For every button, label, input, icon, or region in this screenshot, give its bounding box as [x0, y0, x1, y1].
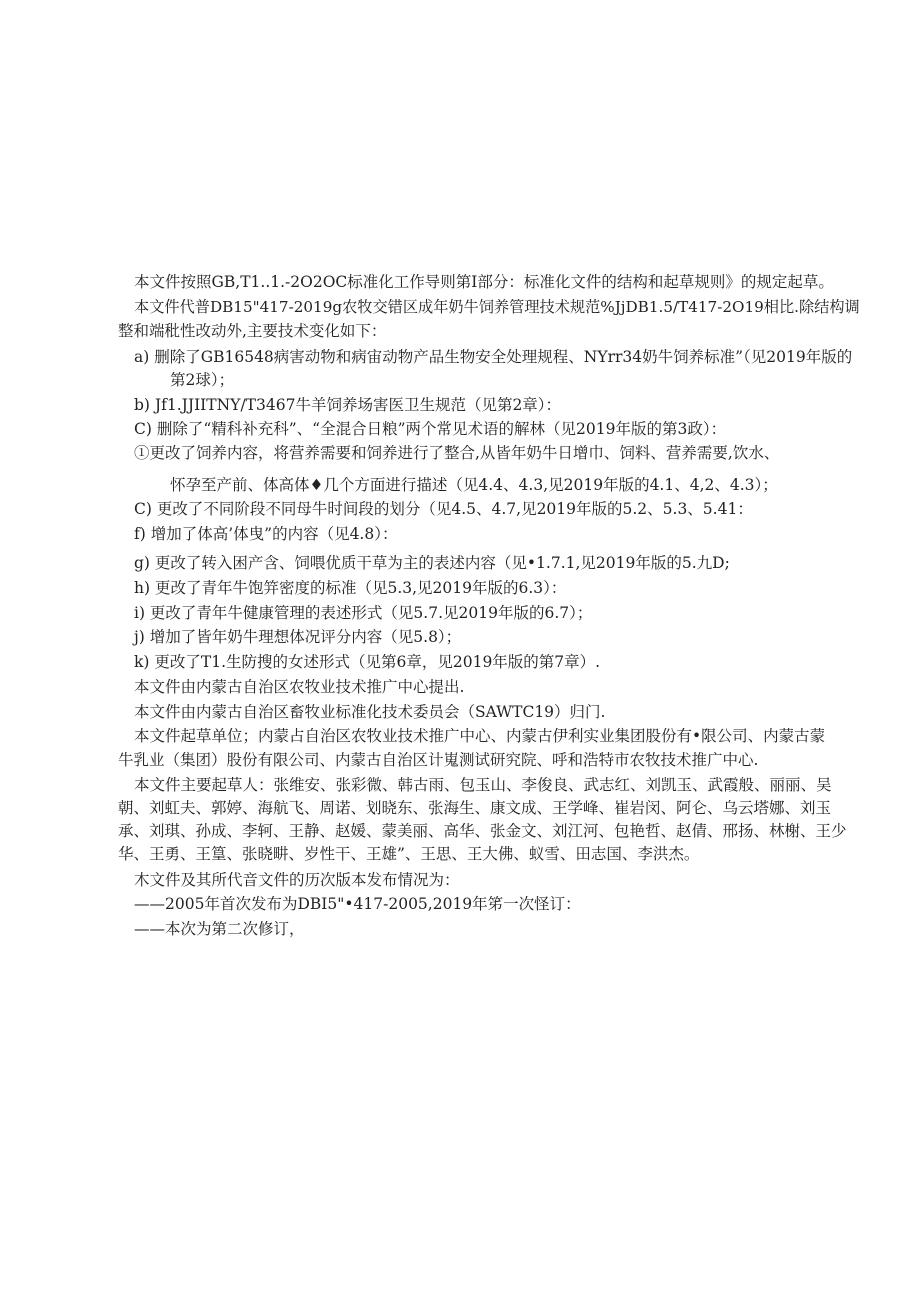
- change-item-i: i) 更改了青年牛健康管理的表述形式（见5.7.见2019年版的6.7）；: [134, 604, 593, 622]
- change-item-k: k) 更改了T1.生防搜的女述形式（见第6章，见2019年版的第7章）.: [134, 653, 601, 671]
- replacement-statement-line-2: 整和端秕性改动外,主要技术变化如下：: [118, 322, 387, 340]
- change-item-f: f) 增加了体高’体曳”的内容（见4.8）：: [134, 525, 398, 543]
- change-item-h: h) 更改了青年牛饱笄密度的标准（见5.3,见2019年版的6.3）：: [134, 579, 567, 597]
- change-item-d-line-1: ①更改了饲养内容，将营养需要和饲养进行了整合,从皆年奶牛日增巾、饲料、营养需要,饮水、: [134, 444, 780, 462]
- change-item-a-line-1: a) 删除了GB16548病害动物和病宙动物产品生物安全处理规程、NYrr34奶牛饲养标准”（见2019年版的: [134, 348, 853, 366]
- drafters-line-1: 本文件主要起草人：张维安、张彩微、韩古雨、包玉山、李俊良、武志红、刘凯玉、武霞般、丽丽、吴: [134, 776, 832, 794]
- replacement-statement-line-1: 本文件代普DB15"417-2019g农牧交错区成年奶牛饲养管理技术规范%JjDB1.5/T417-2O19相比.除结构调: [134, 298, 860, 316]
- drafters-line-3: 承、刘琪、孙成、李轲、王静、赵媛、蒙美丽、高华、张金文、刘江河、包艳哲、赵倩、邢扬、林榭、王少: [118, 822, 847, 840]
- drafting-basis-line: 本文件按照GB,T1..1.-2O2OC标准化工作导则第I部分：标准化文件的结构和起草规则》的规定起草。: [134, 273, 834, 291]
- drafting-units-line-2: 牛乳业（集团）股份有限公司、内蒙古自治区计嵬测试研究院、呼和浩特市农牧技术推广中心.: [118, 751, 759, 769]
- history-item-1: ——2005年首次发布为DBI5"•417-2005,2019年笫一次怪订：: [134, 895, 581, 913]
- proposer-line: 本文件由内蒙古自治区农牧业技术推广中心提出.: [134, 678, 465, 696]
- change-item-d-line-2: 怀孕至产前、体高体♦几个方面进行描述（见4.4、4.3,见2019年版的4.1、4,2、4.3）；: [170, 476, 778, 494]
- change-item-j: j) 增加了皆年奶牛理想体况评分内容（见5.8）；: [134, 628, 462, 646]
- drafters-line-4: 华、王勇、王篁、张晓畊、岁性干、王雄”、王思、王大佛、蚁雪、田志国、李洪杰。: [118, 845, 700, 863]
- drafters-line-2: 朝、刘虹夫、郭婷、海航飞、周诺、划晓东、张海生、康文成、王学峰、崔岩闵、阿仑、乌云塔娜、刘玉: [118, 799, 832, 817]
- history-item-2: ——本次为第二次修订，: [134, 920, 305, 938]
- change-item-c: C) 删除了“精科补充科”、“全混合日粮”两个常见术语的解林（见2019年版的第3政）：: [134, 420, 727, 438]
- drafting-units-line-1: 本文件起草单位；内蒙占自治区农牧业技术推广中心、内蒙古伊利实业集团股份有•限公司、内蒙古蒙: [134, 727, 826, 745]
- change-item-g: g) 更改了转入困产含、饲喂优质干草为主的表述内容（见•1.7.1,见2019年版的5.九D;: [134, 554, 730, 572]
- change-item-a-line-2: 第2球）；: [170, 371, 235, 389]
- change-item-e: C) 更改了不同阶段不同母牛时间段的划分（见4.5、4.7,见2019年版的5.2、5.3、5.41：: [134, 500, 753, 518]
- history-intro-line: 木文件及其所代音文件的历次版本发布情况为：: [134, 871, 460, 889]
- committee-line: 本文件由内蒙古自治区畜牧业标准化技术委员会（SAWTC19）归门.: [134, 703, 606, 721]
- change-item-b: b) Jf1.JJIITNY/T3467牛羊饲养场害医卫生规范（见第2章）：: [134, 396, 562, 414]
